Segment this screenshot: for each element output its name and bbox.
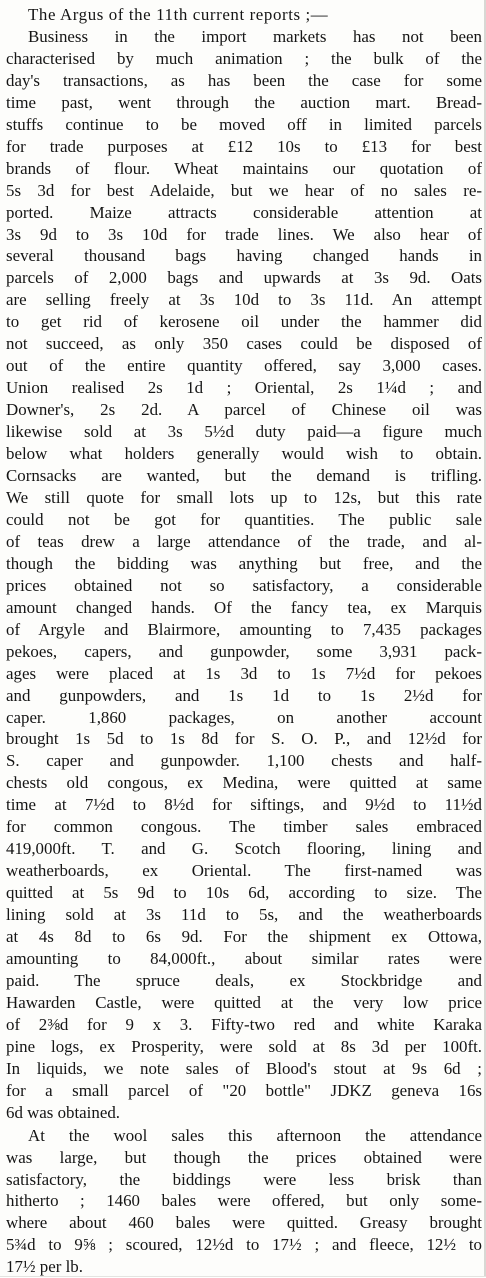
import-markets-line: amount changed hands. Of the fancy tea, ex Marquis	[6, 597, 482, 617]
import-markets-line: ages were placed at 1s 3d to 1s 7½d for pekoes	[6, 663, 482, 683]
import-markets-line: caper. 1,860 packages, on another account	[6, 707, 482, 727]
paragraph-wool-sales	[6, 1125, 482, 1278]
import-markets-line: at 4s 8d to 6s 9d. For the shipment ex Ottowa,	[6, 927, 482, 947]
article-heading: The Argus of the 11th current reports ;—	[28, 5, 329, 24]
import-markets-line: of teas drew a large attendance of the trade, and al-	[6, 531, 482, 551]
wool-sales-line: where about 460 bales were quitted. Greasy brought	[6, 1213, 482, 1233]
paragraph-import-markets	[6, 26, 482, 1124]
import-markets-line: time past, went through the auction mart. Bread-	[6, 92, 482, 112]
import-markets-line: We still quote for small lots up to 12s, but this rate	[6, 487, 482, 507]
wool-sales-line: 5¾d to 9⅝ ; scoured, 12½d to 17½ ; and fleece, 12½ to	[6, 1235, 482, 1255]
import-markets-line: 6d was obtained.	[6, 1102, 120, 1122]
import-markets-line: Hawarden Castle, were quitted at the very low price	[6, 992, 482, 1012]
import-markets-line: and gunpowders, and 1s 1d to 1s 2½d for	[6, 685, 482, 705]
import-markets-line: stuffs continue to be moved off in limited parcels	[6, 114, 482, 134]
import-markets-line: characterised by much animation ; the bulk of the	[6, 48, 482, 68]
import-markets-line: chests old congous, ex Medina, were quitted at same	[6, 773, 482, 793]
import-markets-line: though the bidding was anything but free, and the	[6, 553, 482, 573]
import-markets-line: In liquids, we note sales of Blood's stout at 9s 6d ;	[6, 1058, 482, 1078]
import-markets-line: Downer's, 2s 2d. A parcel of Chinese oil was	[6, 400, 482, 420]
import-markets-line: are selling freely at 3s 10d to 3s 11d. An attempt	[6, 290, 482, 310]
import-markets-line: quitted at 5s 9d to 10s 6d, according to size. The	[6, 883, 482, 903]
import-markets-line: for trade purposes at £12 10s to £13 for best	[6, 136, 482, 156]
import-markets-line: below what holders generally would wish to obtain.	[6, 444, 482, 464]
import-markets-line: brought 1s 5d to 1s 8d for S. O. P., and 12½d for	[6, 729, 482, 749]
import-markets-line: Cornsacks are wanted, but the demand is trifling.	[6, 466, 482, 486]
import-markets-line: for a small parcel of "20 bottle" JDKZ geneva 16s	[6, 1080, 482, 1100]
import-markets-line: 5s 3d for best Adelaide, but we hear of no sales re-	[6, 180, 482, 200]
import-markets-line: to get rid of kerosene oil under the hammer did	[6, 312, 482, 332]
import-markets-line: brands of flour. Wheat maintains our quotation of	[6, 158, 482, 178]
wool-sales-line: hitherto ; 1460 bales were offered, but only some-	[6, 1191, 482, 1211]
import-markets-line: ported. Maize attracts considerable attention at	[6, 202, 482, 222]
import-markets-line: pine logs, ex Prosperity, were sold at 8s 3d per 100ft.	[6, 1036, 482, 1056]
import-markets-line: day's transactions, as has been the case for some	[6, 70, 482, 90]
import-markets-line: 3s 9d to 3s 10d for trade lines. We also hear of	[6, 224, 482, 244]
import-markets-line: lining sold at 3s 11d to 5s, and the weatherboards	[6, 905, 482, 925]
import-markets-line: pekoes, capers, and gunpowder, some 3,931 pack-	[6, 641, 482, 661]
import-markets-line: out of the entire quantity offered, say 3,000 cases.	[6, 356, 482, 376]
import-markets-line: of Argyle and Blairmore, amounting to 7,435 packages	[6, 619, 482, 639]
import-markets-line: of 2⅜d for 9 x 3. Fifty-two red and white Karaka	[6, 1014, 482, 1034]
import-markets-line: likewise sold at 3s 5½d duty paid—a figure much	[6, 422, 482, 442]
import-markets-line: time at 7½d to 8½d for siftings, and 9½d to 11½d	[6, 795, 482, 815]
wool-sales-line: At the wool sales this afternoon the attendance	[28, 1125, 482, 1145]
import-markets-line: parcels of 2,000 bags and upwards at 3s 9d. Oats	[6, 268, 482, 288]
import-markets-line: S. caper and gunpowder. 1,100 chests and half-	[6, 751, 482, 771]
wool-sales-line: satisfactory, the biddings were less brisk than	[6, 1169, 482, 1189]
import-markets-line: Business in the import markets has not been	[28, 26, 482, 46]
wool-sales-line: was large, but though the prices obtained were	[6, 1147, 482, 1167]
import-markets-line: amounting to 84,000ft., about similar rates were	[6, 948, 482, 968]
import-markets-line: for common congous. The timber sales embraced	[6, 817, 482, 837]
import-markets-line: prices obtained not so satisfactory, a considerable	[6, 575, 482, 595]
import-markets-line: paid. The spruce deals, ex Stockbridge and	[6, 970, 482, 990]
import-markets-line: not succeed, as only 350 cases could be disposed of	[6, 334, 482, 354]
wool-sales-line: 17½ per lb.	[6, 1257, 83, 1277]
import-markets-line: several thousand bags having changed hands in	[6, 246, 482, 266]
import-markets-line: Union realised 2s 1d ; Oriental, 2s 1¼d ; and	[6, 378, 482, 398]
import-markets-line: weatherboards, ex Oriental. The first-named was	[6, 861, 482, 881]
import-markets-line: could not be got for quantities. The public sale	[6, 509, 482, 529]
import-markets-line: 419,000ft. T. and G. Scotch flooring, lining and	[6, 839, 482, 859]
